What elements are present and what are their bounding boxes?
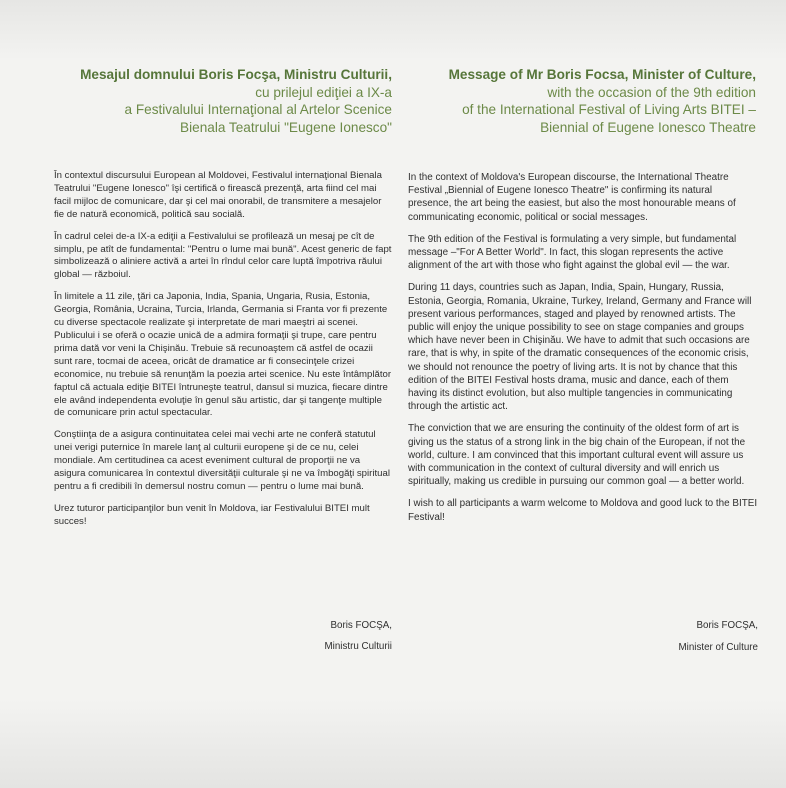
english-paragraph: The conviction that we are ensuring the continuity of the oldest form of art is giving us the status of a strong link in the big chain of the European, if not the world, culture. I am convinced that this important cultural event will assure us with communication in the context of cultural diversity and will enrich us spiritually, making us credible in pursuing our common goal — a better world. [408, 423, 746, 488]
english-heading-line: with the occasion of the 9th edition [547, 84, 756, 100]
romanian-paragraph: Conştiinţa de a asigura continuitatea celei mai vechi arte ne conferă statutul unei verigi puternice în marele lanţ al culturii europene şi de ce nu, celei mondiale. Am certitudinea ca acest eveniment cultural de proporţii ne va asigura comunicarea în contextul diversităţii culturale şi ne va îmbogăţi spiritual pentru a fi credibili în demersul nostru comun — pentru o lume mai bună. [54, 429, 390, 492]
english-heading-line: of the International Festival of Living Arts BITEI – [462, 102, 756, 117]
english-signature-name: Boris FOCŞA, [696, 620, 758, 631]
romanian-paragraph: În contextul discursului European al Moldovei, Festivalul internaţional Bienala Teatrului "Eugene Ionesco" îşi certifică o firească prezenţă, arta fiind cel mai facil mijloc de comunicare, dar şi cel mai onorabil, de transmitere a mesajelor fie de natură economică, politică sau socială. [54, 170, 382, 220]
romanian-heading-line: Bienala Teatrului "Eugene Ionesco" [180, 119, 392, 135]
romanian-signature-name: Boris FOCŞA, [330, 620, 392, 631]
english-heading-line: Biennial of Eugene Ionesco Theatre [540, 119, 756, 135]
english-paragraph: I wish to all participants a warm welcome to Moldova and good luck to the BITEI Festival! [408, 498, 758, 523]
romanian-heading-line: cu prilejul ediţiei a IX-a [255, 84, 392, 100]
romanian-paragraph: Urez tuturor participanţilor bun venit în Moldova, iar Festivalului BITEI mult succes! [54, 502, 370, 527]
romanian-heading-title: Mesajul domnului Boris Focşa, Ministru Culturii, [80, 67, 392, 82]
english-paragraph: The 9th edition of the Festival is formulating a very simple, but fundamental message –"For A Better World". In fact, this slogan represents the active alignment of the art with those who fight against the global evil — the war. [408, 233, 737, 272]
romanian-heading [32, 66, 392, 136]
romanian-signature-role: Ministru Culturii [324, 641, 392, 652]
english-paragraph: In the context of Moldova's European discourse, the International Theatre Festival „Biennial of Eugene Ionesco Theatre" is confirming its natural presence, the art being the easiest, but also the most honourable means of communicating economic, political or social messages. [408, 172, 736, 223]
english-heading-title: Message of Mr Boris Focsa, Minister of Culture, [448, 67, 756, 82]
romanian-heading-line: a Festivalului Internaţional al Artelor Scenice [124, 102, 392, 117]
english-body [408, 171, 758, 533]
english-heading [396, 66, 756, 136]
romanian-paragraph: În limitele a 11 zile, ţări ca Japonia, India, Spania, Ungaria, Rusia, Estonia, Georgia, România, Ucraina, Turcia, Irlanda, Germania si Franta vor fi prezente cu diverse spectacole realizate şi interpretate de mari maeştri ai scenei. Publicului i se oferă o ocazie unică de a admira formaţii şi trupe, care pentru prima dată vor veni la Chişinău. Trebuie să recunoaştem că astfel de ocazii sunt rare, tocmai de aceea, oricât de dramatice ar fi consecinţele crizei economice, nu trebuie să renunţăm la poezia artei scenice. Nu este întâmplător faptul că actuala ediţie BITEI întruneşte teatrul, dansul si muzica, fiecare dintre ele având independenta evoluţie în genul său artistic, dar şi tangenţe multiple de comunicare prin actul spectacular. [54, 291, 392, 419]
romanian-body [54, 170, 392, 538]
romanian-paragraph: În cadrul celei de-a IX-a ediţii a Festivalului se profilează un mesaj pe cît de simplu, pe atît de fundamental: "Pentru o lume mai bună". Acest generic de fapt simbolizează o aliniere activă a artei în rîndul celor care luptă împotriva răului global — războiul. [54, 230, 392, 281]
english-signature-role: Minister of Culture [678, 642, 758, 653]
english-paragraph: During 11 days, countries such as Japan, India, Spain, Hungary, Russia, Estonia, Georgia, Romania, Ukraine, Turkey, Ireland, Germany and France will present various performances, staged and played by renowned artists. The public will enjoy the unique possibility to see on stage companies and groups which have never been in Chişinău. We have to admit that such occasions are rare, that is why, in spite of the dramatic consequences of the economic crisis, we should not renounce the poetry of living arts. It is not by chance that this edition of the BITEI Festival hosts drama, music and dance, each of them having its distinct evolution, but also multiple tangencies in communicating through the artistic act. [408, 282, 752, 413]
